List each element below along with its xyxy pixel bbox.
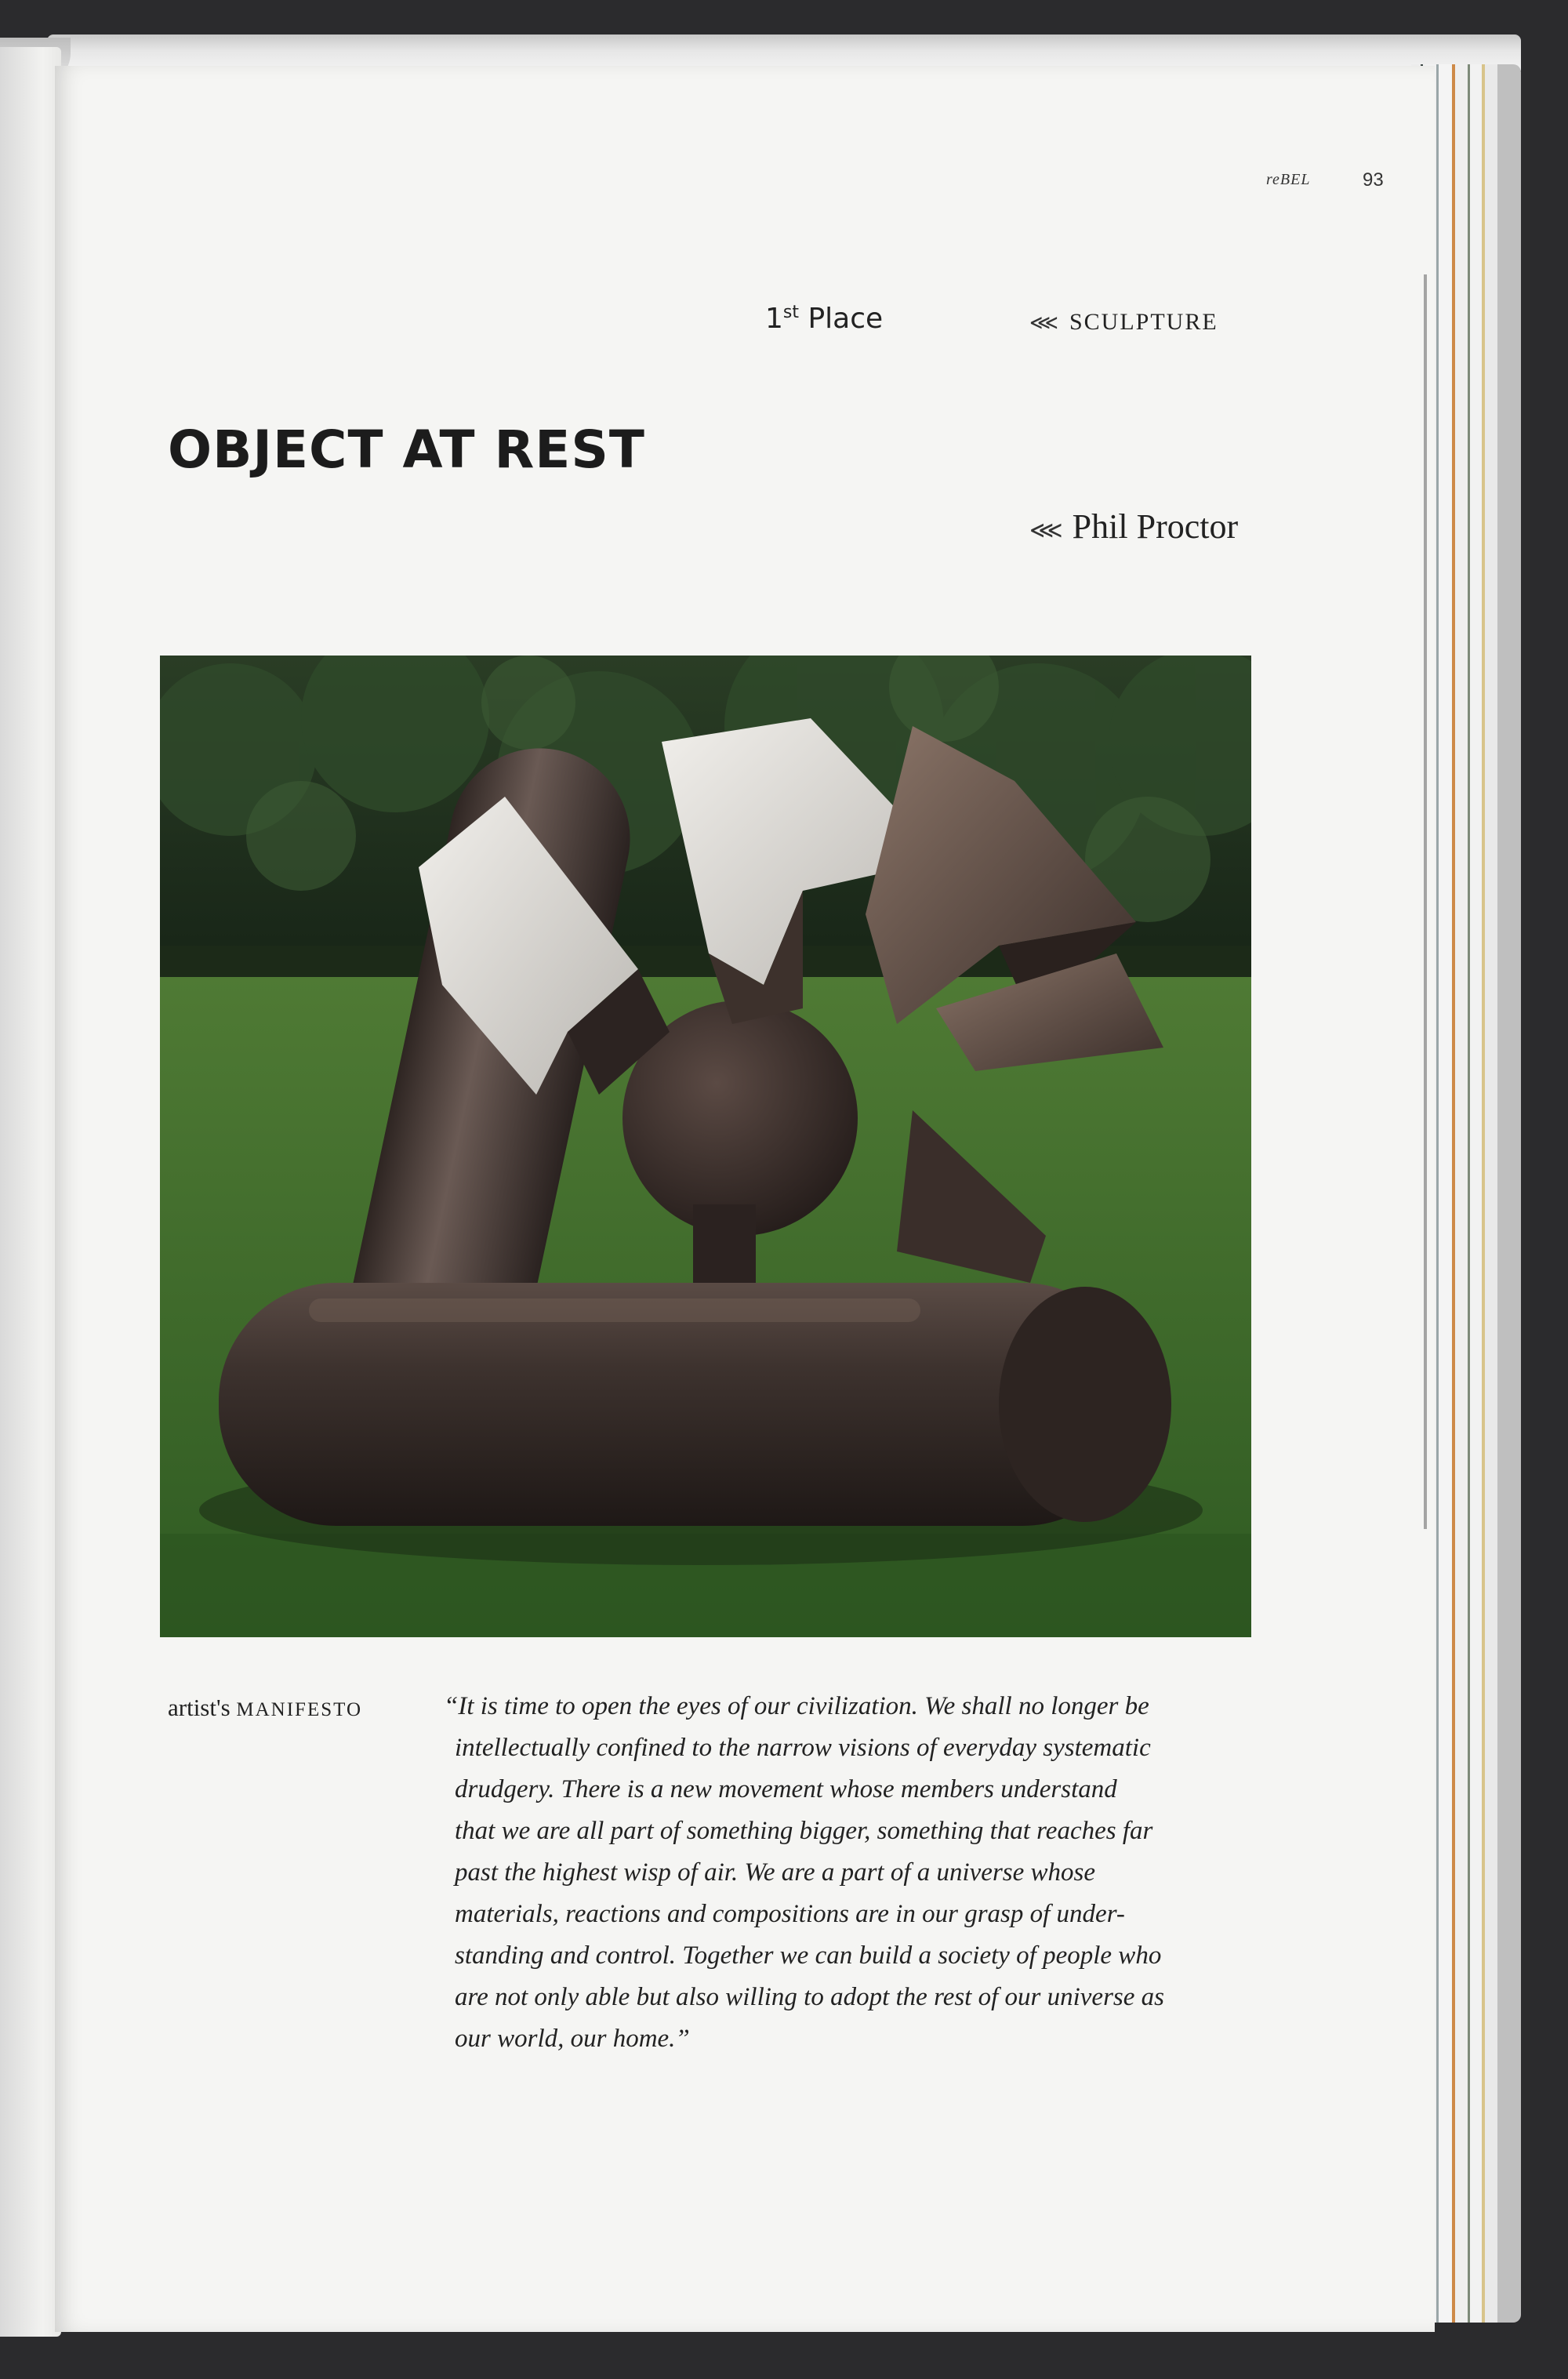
running-head: reBEL bbox=[1266, 171, 1311, 188]
arrow-bullet-icon: ⋘ bbox=[1029, 311, 1060, 334]
award-place bbox=[765, 303, 883, 335]
left-page-edge bbox=[0, 47, 61, 2337]
artist-name: Phil Proctor bbox=[1072, 507, 1239, 546]
manifesto-label-prefix: artist's bbox=[168, 1694, 230, 1721]
quote-line: materials, reactions and compositions are in our grasp of under- bbox=[455, 1900, 1125, 1928]
award-category bbox=[1029, 309, 1218, 336]
quote-line: intellectually confined to the narrow visions of everyday systematic bbox=[455, 1734, 1151, 1762]
quote-line: are not only able but also willing to adopt the rest of our universe as bbox=[455, 1983, 1165, 2011]
place-number: 1 bbox=[765, 303, 783, 335]
quote-line: drudgery. There is a new movement whose members understand bbox=[455, 1775, 1117, 1803]
arrow-bullet-icon: ⋘ bbox=[1029, 518, 1063, 543]
manifesto-quote bbox=[444, 1686, 1275, 2060]
quote-line: past the highest wisp of air. We are a part of a universe whose bbox=[455, 1858, 1096, 1887]
page-number: 93 bbox=[1363, 169, 1384, 191]
artwork-title: OBJECT AT REST bbox=[168, 420, 645, 480]
category-label: SCULPTURE bbox=[1069, 309, 1218, 335]
manifesto-label-caps: MANIFESTO bbox=[236, 1699, 363, 1720]
place-word: Place bbox=[808, 303, 884, 335]
place-suffix: st bbox=[782, 303, 799, 322]
sculpture-image bbox=[160, 656, 1251, 1637]
quote-line: “It is time to open the eyes of our civilization. We shall no longer be bbox=[444, 1692, 1149, 1720]
sculpture-photo bbox=[160, 656, 1251, 1637]
quote-line: that we are all part of something bigger, something that reaches far bbox=[455, 1817, 1153, 1845]
quote-line: our world, our home.” bbox=[455, 2025, 690, 2053]
manifesto-label bbox=[168, 1694, 362, 1722]
quote-line: standing and control. Together we can build a society of people who bbox=[455, 1941, 1162, 1970]
artist-credit bbox=[1029, 507, 1238, 547]
page-edge-line bbox=[1424, 274, 1427, 1529]
